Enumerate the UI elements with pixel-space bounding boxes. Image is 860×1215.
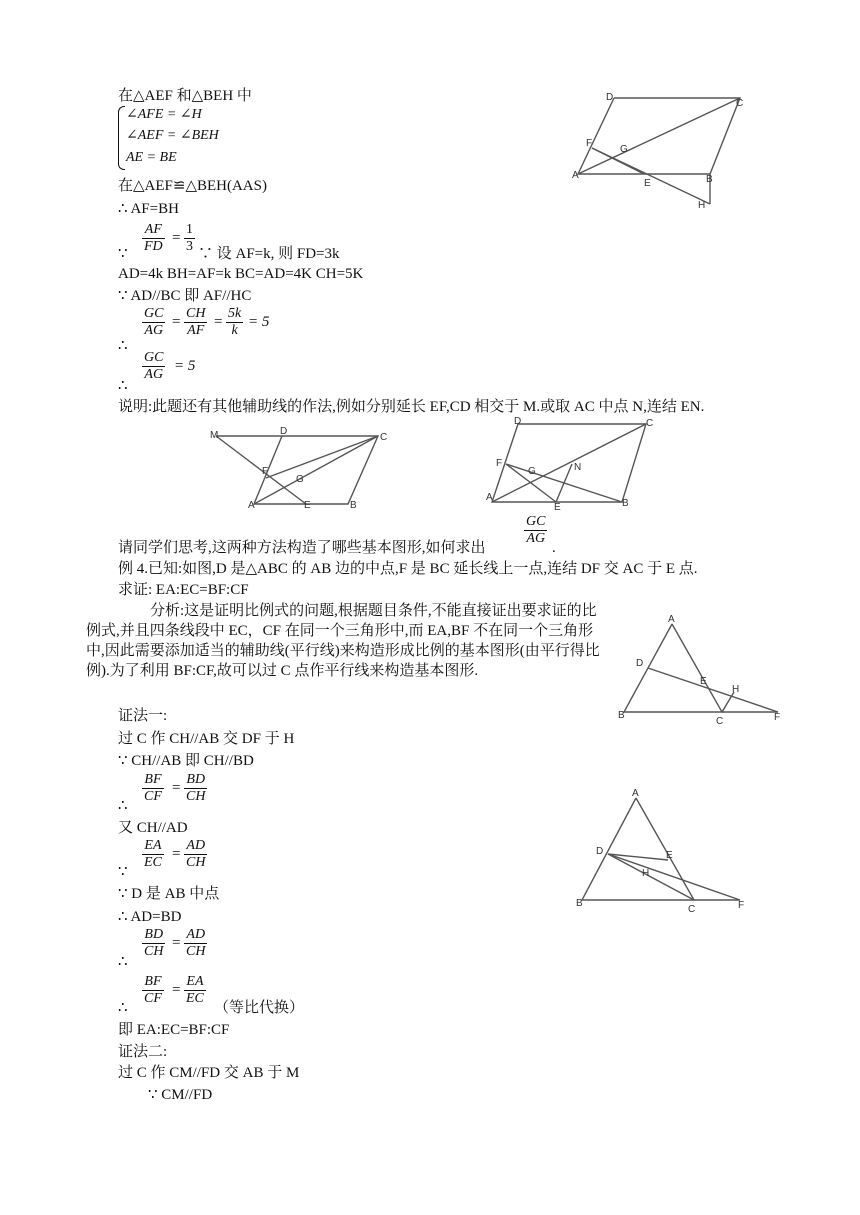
fraction — [142, 927, 165, 960]
label-F: F — [738, 900, 745, 911]
fraction — [184, 222, 195, 255]
label-A: A — [572, 170, 579, 181]
numerator: BF — [142, 974, 164, 991]
text-line: ∵ CM//FD — [148, 1087, 213, 1103]
label-E: E — [666, 850, 673, 861]
fraction — [184, 974, 206, 1007]
denominator: AG — [144, 323, 164, 338]
equals: = — [172, 846, 181, 862]
denominator: CH — [144, 944, 164, 959]
fraction — [184, 838, 207, 871]
figure-parallelogram-1 — [572, 86, 752, 212]
text-line: ∵ AD//BC 即 AF//HC — [118, 288, 252, 304]
denominator: AF — [187, 323, 205, 338]
label-D: D — [606, 92, 614, 103]
numerator: AD — [184, 927, 207, 944]
label-M: M — [210, 430, 219, 441]
label-G: G — [296, 474, 304, 485]
text-line: 即 EA:EC=BF:CF — [118, 1022, 230, 1038]
text-line: ∵ D 是 AB 中点 — [118, 886, 220, 902]
numerator: EA — [142, 838, 164, 855]
brace — [118, 106, 125, 170]
text-line: 例 4.已知:如图,D 是△ABC 的 AB 边的中点,F 是 BC 延长线上一点,连结 DF 交 AC 于 E 点. — [118, 561, 698, 577]
fraction — [142, 772, 164, 805]
numerator: EA — [184, 974, 206, 991]
denominator: CF — [144, 991, 162, 1006]
numerator: 1 — [186, 222, 193, 237]
figure-parallelogram-2 — [206, 424, 392, 510]
equals: = — [172, 780, 181, 796]
numerator: BD — [184, 772, 207, 789]
numerator: BD — [142, 927, 165, 944]
figure-labels — [576, 788, 744, 914]
label-B: B — [350, 500, 357, 510]
label-D: D — [280, 426, 288, 437]
denominator: FD — [144, 239, 163, 254]
label-F: F — [496, 458, 503, 469]
equals: = — [172, 982, 181, 998]
label-C: C — [716, 716, 724, 726]
text-line: 证法二: — [118, 1044, 168, 1060]
label-A: A — [486, 492, 493, 503]
denominator: AG — [144, 367, 164, 382]
text-line: 说明:此题还有其他辅助线的作法,例如分别延长 EF,CD 相交于 M.或取 AC 中点 N,连结 EN. — [118, 399, 705, 415]
label-B: B — [706, 174, 713, 185]
denominator: CH — [186, 855, 206, 870]
label-A: A — [248, 500, 255, 510]
fraction — [226, 306, 243, 339]
label-F: F — [586, 138, 593, 149]
symbol: ∵ — [118, 864, 128, 880]
label-G: G — [620, 144, 628, 155]
equation: ∠AFE = ∠H — [126, 107, 202, 122]
numerator: GC — [526, 514, 546, 529]
text-line: 过 C 作 CM//FD 交 AB 于 M — [118, 1065, 300, 1081]
numerator: AD — [184, 838, 207, 855]
denominator: k — [231, 323, 238, 338]
label-H: H — [642, 868, 650, 879]
denominator: CH — [186, 789, 206, 804]
label-B: B — [576, 898, 583, 909]
denominator: EC — [186, 991, 204, 1006]
label-H: H — [698, 200, 706, 211]
analysis-paragraph: 分析:这是证明比例式的问题,根据题目条件,不能直接证出要求证的比例式,并且四条线段中 EC，CF 在同一个三角形中,而 EA,BF 不在同一个三角形中,因此需要添加适当的辅助线(平行线)来构造形成比例的基本图形(由平行得比例).为了利用 BF:CF,故可以过 C 点作平行线来构造基本图形. — [86, 603, 600, 679]
label-B: B — [622, 498, 629, 509]
label-C: C — [380, 432, 388, 443]
text-line: 又 CH//AD — [118, 820, 188, 836]
denominator: EC — [144, 855, 162, 870]
fraction — [142, 350, 165, 383]
label-A: A — [668, 614, 675, 625]
text-line: ∵ 设 AF=k, 则 FD=3k — [198, 246, 340, 262]
label-C: C — [646, 418, 654, 429]
symbol: ∴ — [118, 954, 128, 970]
figure-labels — [618, 614, 780, 726]
numerator: GC — [144, 350, 164, 365]
text-line: ∵ CH//AB 即 CH//BD — [118, 753, 254, 769]
label-E: E — [304, 500, 311, 510]
label-N: N — [574, 462, 582, 473]
text-line: 请同学们思考,这两种方法构造了哪些基本图形,如何求出 — [118, 540, 486, 556]
denominator: CH — [186, 944, 206, 959]
fraction — [184, 306, 207, 339]
label-G: G — [528, 466, 536, 477]
label-E: E — [700, 676, 707, 687]
equation: ∠AEF = ∠BEH — [126, 128, 219, 143]
equals: = — [172, 314, 181, 330]
fraction — [184, 927, 207, 960]
label-E: E — [644, 178, 651, 189]
text-line: ∴ AF=BH — [118, 201, 179, 217]
text-line: 证法一: — [118, 708, 168, 724]
symbol: ∴ — [118, 798, 128, 814]
text-line: 过 C 作 CH//AB 交 DF 于 H — [118, 731, 295, 747]
numerator: AF — [142, 222, 165, 239]
symbol: ∴ — [118, 378, 128, 394]
text-line: ∴ AD=BD — [118, 909, 182, 925]
text-line: = 5 — [174, 358, 196, 374]
figure-labels — [210, 426, 387, 510]
figure-triangle-1 — [614, 614, 784, 726]
denominator: 3 — [186, 239, 193, 254]
text-line: （等比代换） — [214, 1000, 305, 1016]
fraction — [524, 514, 547, 547]
text-line: . — [552, 540, 556, 556]
symbol: ∵ — [118, 246, 128, 262]
label-F: F — [262, 466, 269, 477]
fraction — [184, 772, 207, 805]
label-F: F — [774, 712, 781, 723]
label-B: B — [618, 710, 625, 721]
label-A: A — [632, 788, 639, 799]
symbol: ∴ — [118, 338, 128, 354]
numerator: GC — [144, 306, 164, 321]
numerator: CH — [186, 306, 206, 321]
text-line: 求证: EA:EC=BF:CF — [118, 582, 249, 598]
fraction — [142, 306, 165, 339]
fraction — [142, 974, 164, 1007]
label-H: H — [732, 684, 740, 695]
equals: = — [214, 314, 223, 330]
label-C: C — [688, 904, 696, 914]
figure-triangle-2 — [570, 788, 750, 914]
label-D: D — [514, 416, 522, 427]
label-D: D — [596, 846, 604, 857]
text-line: 在△AEF≌△BEH(AAS) — [118, 178, 267, 194]
fraction — [142, 838, 164, 871]
equation: AE = BE — [126, 150, 177, 165]
equals: = — [172, 935, 181, 951]
denominator: CF — [144, 789, 162, 804]
text-line: = 5 — [248, 314, 270, 330]
fraction — [142, 222, 165, 255]
label-C: C — [736, 98, 744, 109]
figure-parallelogram-3 — [486, 414, 658, 510]
label-D: D — [636, 658, 644, 669]
symbol: ∴ — [118, 1000, 128, 1016]
equals: = — [172, 230, 181, 246]
numerator: 5k — [228, 306, 242, 321]
denominator: AG — [526, 531, 546, 546]
numerator: BF — [142, 772, 164, 789]
text-line: AD=4k BH=AF=k BC=AD=4K CH=5K — [118, 266, 364, 282]
text-line: 在△AEF 和△BEH 中 — [118, 88, 252, 104]
label-E: E — [554, 502, 561, 510]
